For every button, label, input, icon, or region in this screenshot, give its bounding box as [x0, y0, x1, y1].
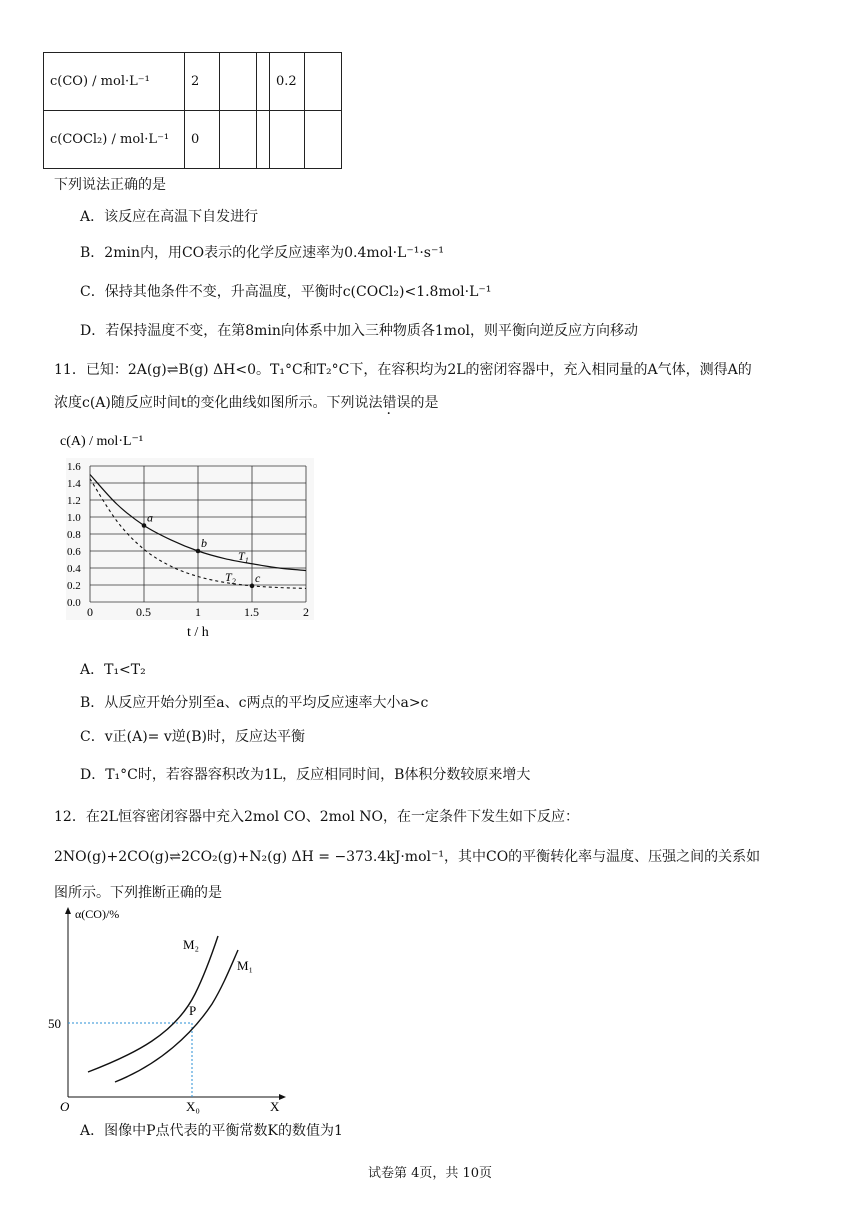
chart-plot-bg: [66, 458, 314, 620]
y-tick-label: 1.2: [67, 495, 81, 507]
x-tick-label: 0.5: [136, 605, 151, 619]
chart2-x-tick: X₀: [186, 1099, 200, 1114]
point-label-c: c: [255, 570, 261, 585]
x-tick-label: 1: [195, 605, 201, 619]
row-label-cocl2: c(COCl₂) / mol·L⁻¹: [44, 111, 185, 169]
concentration-table: [43, 52, 342, 169]
q11-stem-end: 的是: [410, 395, 439, 411]
chart2-x-label: X: [270, 1099, 280, 1114]
conversion-chart: [40, 904, 300, 1119]
table-cell: [305, 111, 342, 169]
row-label-co: c(CO) / mol·L⁻¹: [44, 53, 185, 111]
table-cell: 2: [185, 53, 220, 111]
q12-stem-line3: 图所示。下列推断正确的是: [54, 885, 222, 901]
q12-option-a: A．图像中P点代表的平衡常数K的数值为1: [80, 1123, 343, 1139]
q11-option-b: B．从反应开始分别至a、c两点的平均反应速率大小a>c: [80, 695, 429, 711]
chart2-y-label: α(CO)/%: [75, 907, 120, 921]
curve-label-m1: M₁: [237, 958, 254, 973]
curve-label-m2: M₂: [183, 937, 200, 952]
chart-y-ticks: [67, 461, 81, 609]
table-cell: [257, 53, 270, 111]
curve-m1: [115, 950, 238, 1082]
series-label-t2: $T_2$: [225, 570, 236, 586]
table-row: [44, 53, 342, 111]
chart2-origin: O: [60, 1099, 70, 1114]
q11-option-c: C．v正(A)= v逆(B)时，反应达平衡: [80, 729, 305, 745]
point-label-a: a: [147, 510, 153, 525]
table-cell: [305, 53, 342, 111]
q10-option-a: A．该反应在高温下自发进行: [80, 209, 259, 225]
point-c: [250, 584, 255, 589]
y-tick-label: 0.4: [67, 563, 81, 575]
curve-m2: [88, 936, 218, 1072]
y-tick-label: 1.4: [67, 478, 81, 490]
chart-x-label: t / h: [187, 625, 209, 640]
y-tick-label: 0.6: [67, 546, 81, 558]
chart2-y-tick: 50: [48, 1016, 61, 1031]
q11-option-d: D．T₁°C时，若容器容积改为1L，反应相同时间，B体积分数较原来增大: [80, 767, 531, 783]
x-tick-label: 2: [303, 605, 309, 619]
y-tick-label: 0.2: [67, 580, 81, 592]
chart-y-label: c(A) / mol·L⁻¹: [60, 434, 144, 449]
y-tick-label: 0.0: [67, 597, 81, 609]
y-tick-label: 1.6: [67, 461, 81, 473]
q10-option-d: D．若保持温度不变，在第8min向体系中加入三种物质各1mol，则平衡向逆反应方向移动: [80, 323, 638, 339]
point-b: [196, 549, 201, 554]
table-cell: [220, 53, 257, 111]
q11-emphasis: 错误: [382, 395, 411, 411]
q10-option-b: B．2min内，用CO表示的化学反应速率为0.4mol·L⁻¹·s⁻¹: [80, 245, 444, 261]
q11-option-a: A．T₁<T₂: [80, 662, 146, 678]
page-footer: 试卷第 4页，共 10页: [367, 1166, 493, 1181]
table-cell: [220, 111, 257, 169]
q12-stem-line1: 12．在2L恒容密闭容器中充入2mol CO、2mol NO，在一定条件下发生如下反应：: [54, 809, 580, 825]
table-cell: 0: [185, 111, 220, 169]
q11-stem-text: 浓度c(A)随反应时间t的变化曲线如图所示。下列说法: [54, 395, 383, 411]
y-tick-label: 1.0: [67, 512, 81, 524]
q11-stem-line2: [54, 394, 439, 412]
q11-stem-line1: 11．已知：2A(g)⇌B(g) ΔH<0。T₁°C和T₂°C下，在容积均为2L的密闭容器中，充入相同量的A气体，测得A的: [54, 362, 752, 378]
point-label-b: b: [201, 536, 207, 550]
q12-equation: 2NO(g)+2CO(g)⇌2CO₂(g)+N₂(g) ΔH = −373.4kJ·mol⁻¹，其中CO的平衡转化率与温度、压强之间的关系如: [54, 849, 761, 865]
q10-stem: 下列说法正确的是: [54, 177, 166, 193]
x-tick-label: 1.5: [244, 605, 259, 619]
q10-option-c: C．保持其他条件不变，升高温度，平衡时c(COCl₂)<1.8mol·L⁻¹: [80, 284, 492, 300]
table-cell: [270, 111, 305, 169]
table-cell: [257, 111, 270, 169]
table-cell: 0.2: [270, 53, 305, 111]
y-tick-label: 0.8: [67, 529, 81, 541]
series-label-t1: $T_1$: [238, 549, 249, 565]
concentration-time-chart: [50, 428, 330, 644]
point-label-p: P: [189, 1003, 197, 1018]
x-tick-label: 0: [87, 605, 93, 619]
point-a: [142, 523, 147, 528]
table-row: [44, 111, 342, 169]
